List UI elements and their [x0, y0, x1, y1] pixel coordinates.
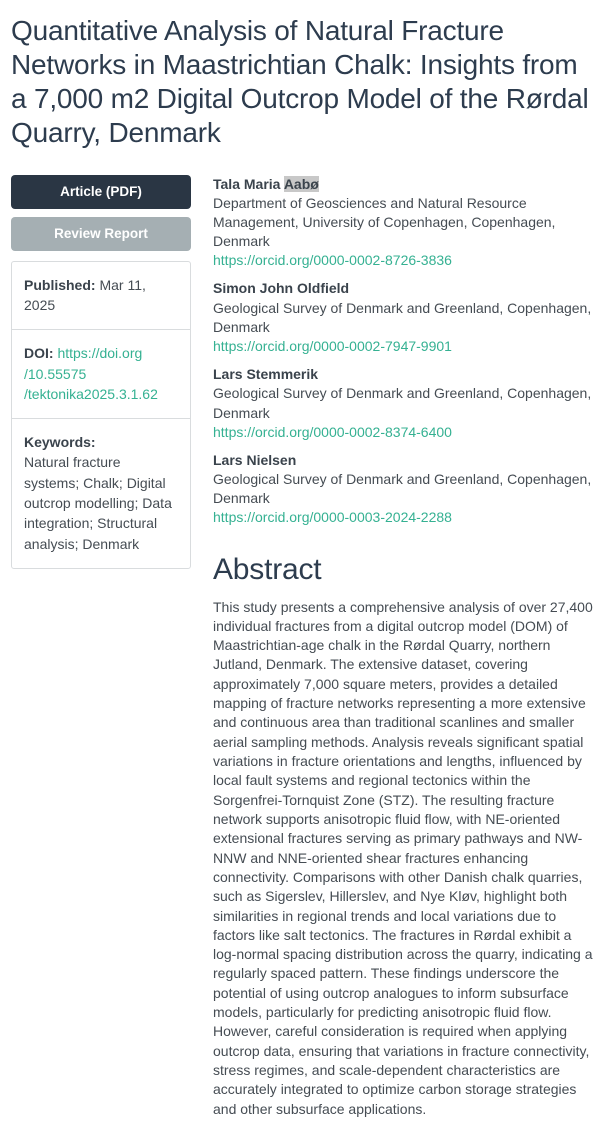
author-name-text: Tala Maria	[213, 175, 281, 192]
author-entry	[213, 365, 595, 442]
abstract-text: This study presents a comprehensive analysis of over 27,400 individual fractures from a digital outcrop model (DOM) of Maastrichtian-age chalk in the Rørdal Quarry, northern Jutland, Denmark. The extensive dataset, covering approximately 7,000 square meters, provides a detailed mapping of fracture networks representing a more extensive and continuous area than traditional scanlines and smaller aerial sampling methods. Analysis reveals significant spatial variations in fracture orientations and lengths, influenced by local fault systems and regional tectonics within the Sorgenfrei-Tornquist Zone (STZ). The resulting fracture network supports anisotropic fluid flow, with NE-oriented extensional fractures serving as primary pathways and NW-NNW and NNE-oriented shear fractures enhancing connectivity. Comparisons with other Danish chalk quarries, such as Sigerslev, Hillerslev, and Nye Kløv, highlight both similarities in regional trends and local variations due to factors like salt tectonics. The fractures in Rørdal exhibit a log-normal spacing distribution across the quarry, indicating a regularly spaced pattern. These findings underscore the potential of using outcrop analogues to inform subsurface models, particularly for predicting anisotropic fluid flow. However, careful consideration is required when applying outcrop data, ensuring that variations in fracture connectivity, stress regimes, and scale-dependent characteristics are accurately integrated to optimize carbon storage strategies and other subsurface applications.	[213, 598, 593, 1117]
article-sidebar	[11, 175, 191, 569]
author-name	[213, 175, 595, 194]
authors-list	[213, 175, 595, 528]
keywords-label: Keywords:	[24, 434, 96, 451]
doi-link-line-1: https://doi.org	[57, 345, 143, 362]
article-details-box	[11, 261, 191, 569]
keywords-section	[12, 418, 190, 568]
doi-section	[12, 329, 190, 418]
author-affiliation: Department of Geosciences and Natural Resource Management, University of Copenhagen, Copenhagen, Denmark	[213, 194, 556, 250]
content-columns	[11, 175, 595, 1119]
keywords-text: Natural fracture systems; Chalk; Digital outcrop modelling; Data integration; Structural analysis; Denmark	[24, 454, 172, 552]
abstract-heading: Abstract	[213, 552, 322, 586]
doi-link-line-2: /10.55575	[24, 365, 87, 382]
published-section	[12, 262, 190, 330]
author-entry	[213, 451, 595, 528]
page-title: Quantitative Analysis of Natural Fracture Networks in Maastrichtian Chalk: Insights from a 7,000 m2 Digital Outcrop Model of the Rørdal Quarry, Denmark	[11, 15, 589, 149]
author-name: Lars Nielsen	[213, 451, 297, 468]
author-orcid-link[interactable]: https://orcid.org/0000-0002-8374-6400	[213, 423, 452, 440]
doi-label: DOI:	[24, 345, 54, 362]
review-report-button[interactable]: Review Report	[11, 217, 191, 251]
author-name: Simon John Oldfield	[213, 280, 350, 297]
author-entry	[213, 279, 595, 356]
author-orcid-link[interactable]: https://orcid.org/0000-0003-2024-2288	[213, 509, 452, 526]
author-entry	[213, 175, 595, 271]
published-date: Mar 11, 2025	[24, 276, 146, 313]
author-affiliation: Geological Survey of Denmark and Greenland, Copenhagen, Denmark	[213, 299, 592, 335]
highlighted-name-text: Aabø	[283, 175, 319, 192]
author-name: Lars Stemmerik	[213, 366, 319, 383]
author-orcid-link[interactable]: https://orcid.org/0000-0002-8726-3836	[213, 252, 452, 269]
article-pdf-button[interactable]: Article (PDF)	[11, 175, 191, 209]
author-affiliation: Geological Survey of Denmark and Greenland, Copenhagen, Denmark	[213, 385, 592, 421]
author-orcid-link[interactable]: https://orcid.org/0000-0002-7947-9901	[213, 338, 452, 354]
published-label: Published:	[24, 276, 96, 293]
doi-link-line-3: /tektonika2025.3.1.62	[24, 385, 158, 402]
article-main	[213, 175, 595, 1119]
author-affiliation: Geological Survey of Denmark and Greenland, Copenhagen, Denmark	[213, 471, 592, 507]
